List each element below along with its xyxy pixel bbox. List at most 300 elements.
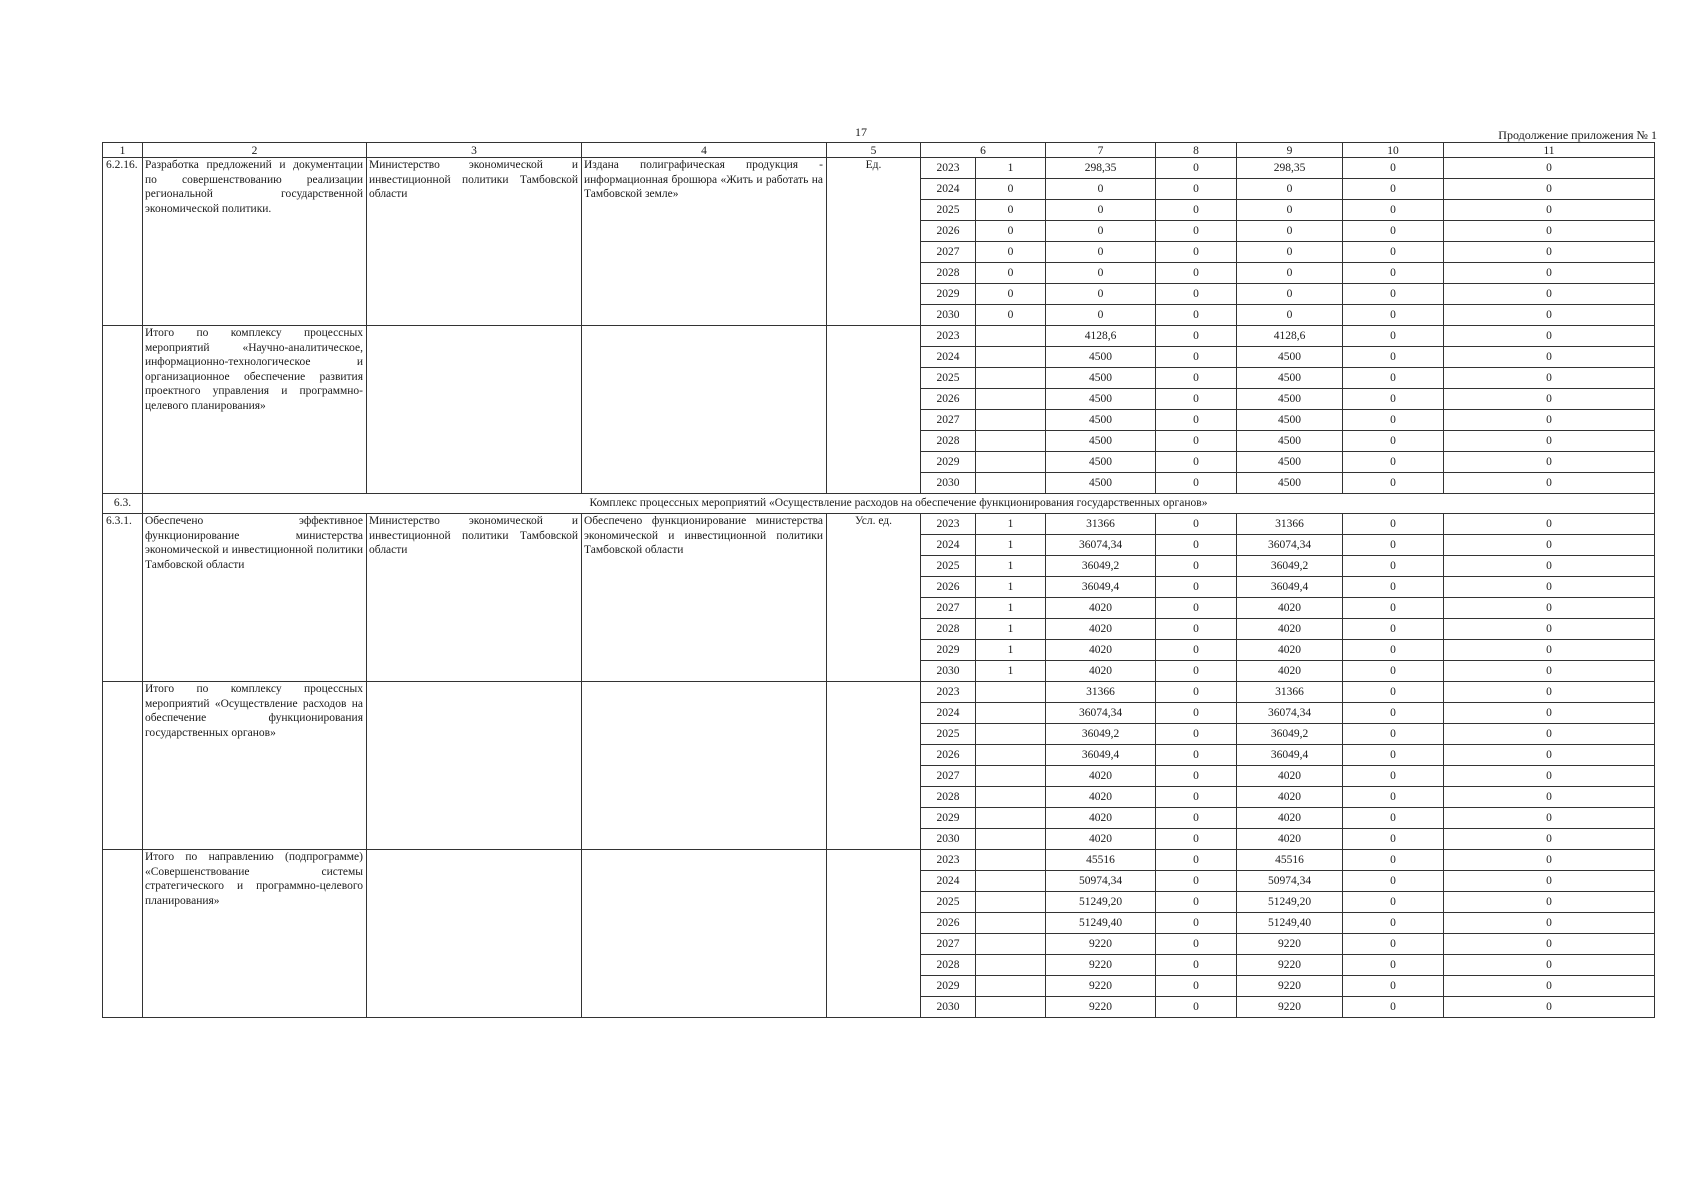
local-amount: 0 (1343, 347, 1444, 368)
regional-amount: 4128,6 (1237, 326, 1343, 347)
regional-amount: 4020 (1237, 829, 1343, 850)
regional-amount: 51249,40 (1237, 913, 1343, 934)
year-cell: 2029 (921, 452, 976, 473)
table-row (103, 514, 1655, 535)
year-cell: 2023 (921, 850, 976, 871)
regional-amount: 36074,34 (1237, 703, 1343, 724)
total-amount: 50974,34 (1046, 871, 1156, 892)
regional-amount: 50974,34 (1237, 871, 1343, 892)
other-amount: 0 (1444, 263, 1655, 284)
federal-amount: 0 (1156, 640, 1237, 661)
total-amount: 4500 (1046, 347, 1156, 368)
local-amount: 0 (1343, 326, 1444, 347)
column-header: 6 (921, 143, 1046, 158)
other-amount: 0 (1444, 661, 1655, 682)
local-amount: 0 (1343, 766, 1444, 787)
local-amount: 0 (1343, 410, 1444, 431)
local-amount: 0 (1343, 158, 1444, 179)
federal-amount: 0 (1156, 661, 1237, 682)
regional-amount: 4020 (1237, 661, 1343, 682)
regional-amount: 31366 (1237, 682, 1343, 703)
regional-amount: 0 (1237, 200, 1343, 221)
other-amount: 0 (1444, 598, 1655, 619)
activity-name: Итого по комплексу процессных мероприятий «Научно-аналитическое, информационно-технологическое и организационное обеспечение развития проектного управления и программно-целевого планирования» (143, 326, 367, 494)
section-number: 6.3. (103, 494, 143, 514)
local-amount: 0 (1343, 431, 1444, 452)
regional-amount: 36049,2 (1237, 556, 1343, 577)
indicator-value (976, 955, 1046, 976)
federal-amount: 0 (1156, 871, 1237, 892)
year-cell: 2028 (921, 619, 976, 640)
local-amount: 0 (1343, 619, 1444, 640)
federal-amount: 0 (1156, 787, 1237, 808)
year-cell: 2025 (921, 368, 976, 389)
regional-amount: 4020 (1237, 619, 1343, 640)
local-amount: 0 (1343, 934, 1444, 955)
executor (367, 850, 582, 1018)
total-amount: 4020 (1046, 808, 1156, 829)
total-amount: 4500 (1046, 389, 1156, 410)
page-number: 17 (855, 125, 867, 139)
year-cell: 2026 (921, 221, 976, 242)
indicator-value: 0 (976, 221, 1046, 242)
indicator-value (976, 829, 1046, 850)
indicator-value (976, 368, 1046, 389)
regional-amount: 298,35 (1237, 158, 1343, 179)
other-amount: 0 (1444, 535, 1655, 556)
year-cell: 2028 (921, 955, 976, 976)
federal-amount: 0 (1156, 221, 1237, 242)
indicator-value (976, 850, 1046, 871)
indicator-value: 0 (976, 305, 1046, 326)
year-cell: 2027 (921, 410, 976, 431)
regional-amount: 4020 (1237, 808, 1343, 829)
federal-amount: 0 (1156, 829, 1237, 850)
total-amount: 36049,4 (1046, 745, 1156, 766)
other-amount: 0 (1444, 871, 1655, 892)
federal-amount: 0 (1156, 892, 1237, 913)
table-row (103, 326, 1655, 347)
regional-amount: 4500 (1237, 410, 1343, 431)
indicator-value: 1 (976, 535, 1046, 556)
column-header: 10 (1343, 143, 1444, 158)
regional-amount: 9220 (1237, 955, 1343, 976)
total-amount: 31366 (1046, 514, 1156, 535)
indicator-value (976, 892, 1046, 913)
total-amount: 4500 (1046, 473, 1156, 494)
total-amount: 0 (1046, 263, 1156, 284)
regional-amount: 4500 (1237, 452, 1343, 473)
other-amount: 0 (1444, 892, 1655, 913)
local-amount: 0 (1343, 452, 1444, 473)
other-amount: 0 (1444, 640, 1655, 661)
unit (827, 850, 921, 1018)
federal-amount: 0 (1156, 263, 1237, 284)
activity-name: Итого по комплексу процессных мероприятий «Осуществление расходов на обеспечение функционирования государственных органов» (143, 682, 367, 850)
section-row (103, 494, 1655, 514)
total-amount: 4128,6 (1046, 326, 1156, 347)
local-amount: 0 (1343, 640, 1444, 661)
other-amount: 0 (1444, 976, 1655, 997)
regional-amount: 4020 (1237, 598, 1343, 619)
year-cell: 2023 (921, 514, 976, 535)
other-amount: 0 (1444, 179, 1655, 200)
total-amount: 4020 (1046, 787, 1156, 808)
activity-name: Разработка предложений и документации по совершенствованию реализации региональной государственной экономической политики. (143, 158, 367, 326)
indicator-value: 1 (976, 661, 1046, 682)
year-cell: 2028 (921, 431, 976, 452)
year-cell: 2030 (921, 473, 976, 494)
other-amount: 0 (1444, 158, 1655, 179)
total-amount: 4500 (1046, 452, 1156, 473)
year-cell: 2026 (921, 913, 976, 934)
local-amount: 0 (1343, 703, 1444, 724)
federal-amount: 0 (1156, 703, 1237, 724)
regional-amount: 0 (1237, 242, 1343, 263)
year-cell: 2026 (921, 745, 976, 766)
other-amount: 0 (1444, 913, 1655, 934)
result: Издана полиграфическая продукция - информационная брошюра «Жить и работать на Тамбовской земле» (582, 158, 827, 326)
indicator-value: 1 (976, 556, 1046, 577)
indicator-value: 0 (976, 284, 1046, 305)
regional-amount: 0 (1237, 284, 1343, 305)
other-amount: 0 (1444, 955, 1655, 976)
local-amount: 0 (1343, 661, 1444, 682)
federal-amount: 0 (1156, 389, 1237, 410)
result (582, 682, 827, 850)
year-cell: 2024 (921, 871, 976, 892)
local-amount: 0 (1343, 892, 1444, 913)
federal-amount: 0 (1156, 913, 1237, 934)
other-amount: 0 (1444, 242, 1655, 263)
total-amount: 298,35 (1046, 158, 1156, 179)
total-amount: 4020 (1046, 619, 1156, 640)
executor: Министерство экономической и инвестиционной политики Тамбовской области (367, 158, 582, 326)
total-amount: 51249,20 (1046, 892, 1156, 913)
indicator-value (976, 410, 1046, 431)
other-amount: 0 (1444, 326, 1655, 347)
total-amount: 45516 (1046, 850, 1156, 871)
year-cell: 2029 (921, 640, 976, 661)
year-cell: 2024 (921, 347, 976, 368)
unit: Усл. ед. (827, 514, 921, 682)
indicator-value (976, 431, 1046, 452)
year-cell: 2029 (921, 808, 976, 829)
year-cell: 2030 (921, 997, 976, 1018)
other-amount: 0 (1444, 745, 1655, 766)
local-amount: 0 (1343, 556, 1444, 577)
other-amount: 0 (1444, 577, 1655, 598)
row-number (103, 326, 143, 494)
regional-amount: 36074,34 (1237, 535, 1343, 556)
other-amount: 0 (1444, 389, 1655, 410)
section-title: Комплекс процессных мероприятий «Осуществление расходов на обеспечение функционирования государственных органов» (143, 494, 1655, 514)
year-cell: 2024 (921, 179, 976, 200)
federal-amount: 0 (1156, 158, 1237, 179)
indicator-value: 0 (976, 200, 1046, 221)
table-row (103, 850, 1655, 871)
executor (367, 682, 582, 850)
federal-amount: 0 (1156, 556, 1237, 577)
total-amount: 4500 (1046, 368, 1156, 389)
local-amount: 0 (1343, 976, 1444, 997)
regional-amount: 36049,4 (1237, 577, 1343, 598)
other-amount: 0 (1444, 305, 1655, 326)
other-amount: 0 (1444, 829, 1655, 850)
row-number (103, 850, 143, 1018)
column-header: 9 (1237, 143, 1343, 158)
indicator-value (976, 787, 1046, 808)
unit: Ед. (827, 158, 921, 326)
total-amount: 9220 (1046, 976, 1156, 997)
total-amount: 0 (1046, 305, 1156, 326)
local-amount: 0 (1343, 200, 1444, 221)
local-amount: 0 (1343, 535, 1444, 556)
year-cell: 2030 (921, 305, 976, 326)
indicator-value: 1 (976, 640, 1046, 661)
row-number: 6.2.16. (103, 158, 143, 326)
total-amount: 4020 (1046, 661, 1156, 682)
activity-name: Итого по направлению (подпрограмме) «Совершенствование системы стратегического и программно-целевого планирования» (143, 850, 367, 1018)
regional-amount: 0 (1237, 221, 1343, 242)
regional-amount: 51249,20 (1237, 892, 1343, 913)
year-cell: 2023 (921, 682, 976, 703)
other-amount: 0 (1444, 514, 1655, 535)
other-amount: 0 (1444, 703, 1655, 724)
regional-amount: 4500 (1237, 389, 1343, 410)
year-cell: 2025 (921, 556, 976, 577)
federal-amount: 0 (1156, 724, 1237, 745)
other-amount: 0 (1444, 221, 1655, 242)
result (582, 850, 827, 1018)
other-amount: 0 (1444, 724, 1655, 745)
total-amount: 36049,2 (1046, 724, 1156, 745)
federal-amount: 0 (1156, 535, 1237, 556)
indicator-value: 0 (976, 179, 1046, 200)
activity-name: Обеспечено эффективное функционирование министерства экономической и инвестиционной политики Тамбовской области (143, 514, 367, 682)
local-amount: 0 (1343, 221, 1444, 242)
federal-amount: 0 (1156, 934, 1237, 955)
other-amount: 0 (1444, 682, 1655, 703)
total-amount: 4020 (1046, 598, 1156, 619)
indicator-value (976, 808, 1046, 829)
indicator-value (976, 997, 1046, 1018)
local-amount: 0 (1343, 724, 1444, 745)
indicator-value: 1 (976, 619, 1046, 640)
year-cell: 2023 (921, 326, 976, 347)
column-header: 8 (1156, 143, 1237, 158)
year-cell: 2028 (921, 787, 976, 808)
federal-amount: 0 (1156, 577, 1237, 598)
indicator-value (976, 871, 1046, 892)
total-amount: 4020 (1046, 640, 1156, 661)
federal-amount: 0 (1156, 368, 1237, 389)
year-cell: 2027 (921, 242, 976, 263)
other-amount: 0 (1444, 808, 1655, 829)
other-amount: 0 (1444, 473, 1655, 494)
total-amount: 51249,40 (1046, 913, 1156, 934)
other-amount: 0 (1444, 452, 1655, 473)
regional-amount: 4500 (1237, 347, 1343, 368)
other-amount: 0 (1444, 284, 1655, 305)
column-header-row (103, 143, 1655, 158)
indicator-value: 0 (976, 263, 1046, 284)
total-amount: 0 (1046, 242, 1156, 263)
unit (827, 326, 921, 494)
local-amount: 0 (1343, 997, 1444, 1018)
indicator-value: 1 (976, 598, 1046, 619)
regional-amount: 36049,2 (1237, 724, 1343, 745)
total-amount: 36049,4 (1046, 577, 1156, 598)
local-amount: 0 (1343, 389, 1444, 410)
federal-amount: 0 (1156, 766, 1237, 787)
year-cell: 2026 (921, 389, 976, 410)
indicator-value (976, 703, 1046, 724)
federal-amount: 0 (1156, 431, 1237, 452)
indicator-value: 1 (976, 158, 1046, 179)
total-amount: 0 (1046, 179, 1156, 200)
total-amount: 9220 (1046, 934, 1156, 955)
local-amount: 0 (1343, 829, 1444, 850)
total-amount: 36074,34 (1046, 535, 1156, 556)
federal-amount: 0 (1156, 745, 1237, 766)
federal-amount: 0 (1156, 514, 1237, 535)
federal-amount: 0 (1156, 410, 1237, 431)
local-amount: 0 (1343, 913, 1444, 934)
year-cell: 2027 (921, 766, 976, 787)
year-cell: 2030 (921, 661, 976, 682)
column-header: 2 (143, 143, 367, 158)
indicator-value (976, 452, 1046, 473)
local-amount: 0 (1343, 745, 1444, 766)
local-amount: 0 (1343, 871, 1444, 892)
continuation-note: Продолжение приложения № 1 (1498, 128, 1657, 142)
local-amount: 0 (1343, 263, 1444, 284)
federal-amount: 0 (1156, 347, 1237, 368)
federal-amount: 0 (1156, 242, 1237, 263)
total-amount: 0 (1046, 284, 1156, 305)
local-amount: 0 (1343, 242, 1444, 263)
regional-amount: 9220 (1237, 934, 1343, 955)
indicator-value: 0 (976, 242, 1046, 263)
column-header: 7 (1046, 143, 1156, 158)
year-cell: 2025 (921, 724, 976, 745)
local-amount: 0 (1343, 577, 1444, 598)
regional-amount: 9220 (1237, 997, 1343, 1018)
total-amount: 4020 (1046, 829, 1156, 850)
column-header: 5 (827, 143, 921, 158)
year-cell: 2024 (921, 703, 976, 724)
total-amount: 9220 (1046, 997, 1156, 1018)
federal-amount: 0 (1156, 179, 1237, 200)
regional-amount: 4500 (1237, 431, 1343, 452)
federal-amount: 0 (1156, 598, 1237, 619)
year-cell: 2028 (921, 263, 976, 284)
indicator-value (976, 766, 1046, 787)
indicator-value (976, 347, 1046, 368)
federal-amount: 0 (1156, 955, 1237, 976)
local-amount: 0 (1343, 787, 1444, 808)
local-amount: 0 (1343, 179, 1444, 200)
year-cell: 2027 (921, 934, 976, 955)
local-amount: 0 (1343, 808, 1444, 829)
other-amount: 0 (1444, 997, 1655, 1018)
column-header: 4 (582, 143, 827, 158)
total-amount: 31366 (1046, 682, 1156, 703)
federal-amount: 0 (1156, 284, 1237, 305)
federal-amount: 0 (1156, 619, 1237, 640)
regional-amount: 4020 (1237, 787, 1343, 808)
local-amount: 0 (1343, 955, 1444, 976)
year-cell: 2029 (921, 284, 976, 305)
federal-amount: 0 (1156, 682, 1237, 703)
year-cell: 2025 (921, 892, 976, 913)
executor (367, 326, 582, 494)
other-amount: 0 (1444, 368, 1655, 389)
other-amount: 0 (1444, 556, 1655, 577)
other-amount: 0 (1444, 850, 1655, 871)
regional-amount: 0 (1237, 263, 1343, 284)
regional-amount: 9220 (1237, 976, 1343, 997)
result (582, 326, 827, 494)
other-amount: 0 (1444, 619, 1655, 640)
year-cell: 2027 (921, 598, 976, 619)
indicator-value: 1 (976, 577, 1046, 598)
local-amount: 0 (1343, 850, 1444, 871)
local-amount: 0 (1343, 514, 1444, 535)
other-amount: 0 (1444, 787, 1655, 808)
indicator-value: 1 (976, 514, 1046, 535)
regional-amount: 4500 (1237, 473, 1343, 494)
total-amount: 4500 (1046, 431, 1156, 452)
total-amount: 9220 (1046, 955, 1156, 976)
federal-amount: 0 (1156, 976, 1237, 997)
year-cell: 2024 (921, 535, 976, 556)
regional-amount: 36049,4 (1237, 745, 1343, 766)
total-amount: 0 (1046, 221, 1156, 242)
federal-amount: 0 (1156, 305, 1237, 326)
regional-amount: 4020 (1237, 640, 1343, 661)
column-header: 11 (1444, 143, 1655, 158)
indicator-value (976, 326, 1046, 347)
table-row (103, 682, 1655, 703)
indicator-value (976, 682, 1046, 703)
executor: Министерство экономической и инвестиционной политики Тамбовской области (367, 514, 582, 682)
regional-amount: 45516 (1237, 850, 1343, 871)
indicator-value (976, 976, 1046, 997)
local-amount: 0 (1343, 682, 1444, 703)
local-amount: 0 (1343, 305, 1444, 326)
column-header: 1 (103, 143, 143, 158)
indicator-value (976, 389, 1046, 410)
indicator-value (976, 934, 1046, 955)
federal-amount: 0 (1156, 200, 1237, 221)
other-amount: 0 (1444, 410, 1655, 431)
federal-amount: 0 (1156, 808, 1237, 829)
year-cell: 2030 (921, 829, 976, 850)
indicator-value (976, 473, 1046, 494)
year-cell: 2025 (921, 200, 976, 221)
program-table (102, 142, 1655, 1018)
total-amount: 4500 (1046, 410, 1156, 431)
total-amount: 36074,34 (1046, 703, 1156, 724)
total-amount: 4020 (1046, 766, 1156, 787)
other-amount: 0 (1444, 200, 1655, 221)
year-cell: 2029 (921, 976, 976, 997)
regional-amount: 4020 (1237, 766, 1343, 787)
other-amount: 0 (1444, 347, 1655, 368)
federal-amount: 0 (1156, 473, 1237, 494)
